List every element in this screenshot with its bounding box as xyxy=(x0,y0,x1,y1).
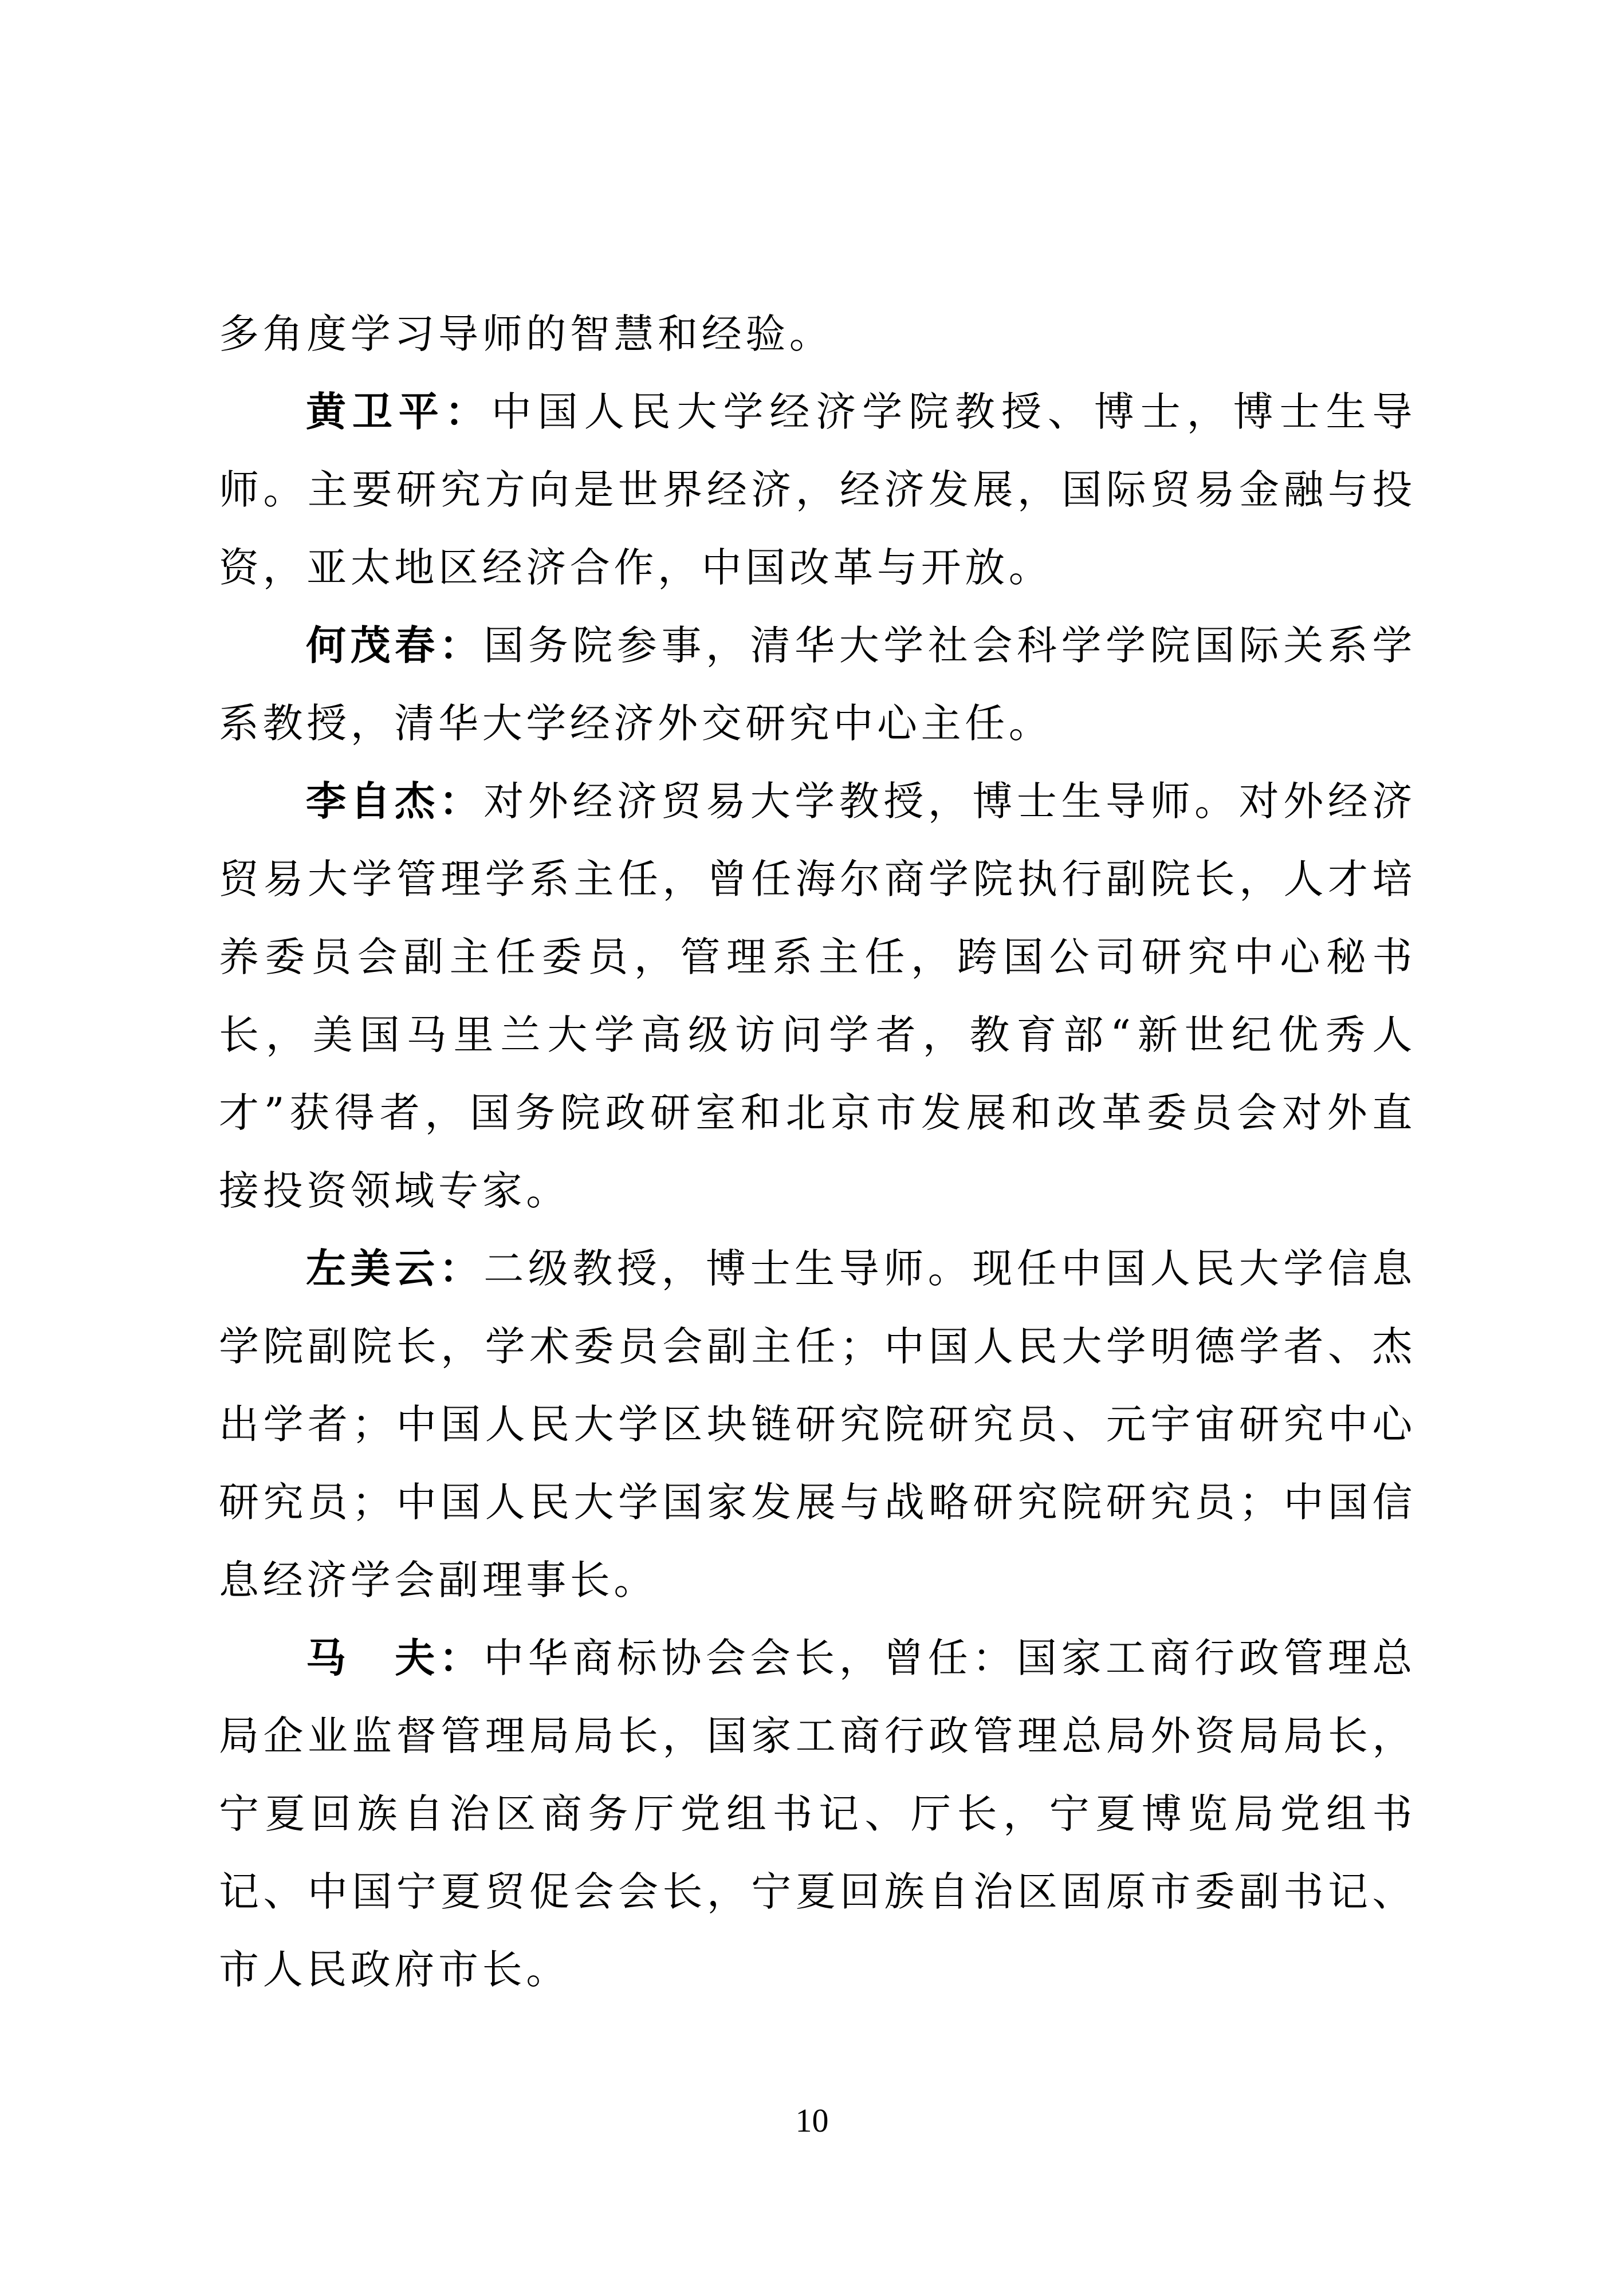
bio-text: 中华商标协会会长，曾任：国家工商行政管理总局企业监督管理局局长，国家工商行政管理总局外资局局长，宁夏回族自治区商务厅党组书记、厅长，宁夏博览局党组书记、中国宁夏贸促会会长，宁夏回族自治区固原市委副书记、市人民政府市长。 xyxy=(219,1635,1416,1993)
page-body xyxy=(219,295,1416,2008)
bio-name: 李自杰： xyxy=(306,778,484,825)
bio-text: 国务院参事，清华大学社会科学学院国际关系学系教授，清华大学经济外交研究中心主任。 xyxy=(219,622,1416,747)
bio-text: 中国人民大学经济学院教授、博士，博士生导师。主要研究方向是世界经济，经济发展，国际贸易金融与投资，亚太地区经济合作，中国改革与开放。 xyxy=(219,388,1417,591)
bio-name: 马 夫： xyxy=(306,1635,484,1681)
bio-name: 黄卫平： xyxy=(306,388,491,435)
opening-paragraph xyxy=(219,295,1416,373)
bio-entry-huang-weiping xyxy=(219,373,1416,607)
bio-text: 对外经济贸易大学教授，博士生导师。对外经济贸易大学管理学系主任，曾任海尔商学院执行副院长，人才培养委员会副主任委员，管理系主任，跨国公司研究中心秘书长，美国马里兰大学高级访问学者，教育部“新世纪优秀人才”获得者，国务院政研室和北京市发展和改革委员会对外直接投资领域专家。 xyxy=(219,778,1416,1214)
bio-entry-ma-fu xyxy=(219,1619,1416,2008)
page-number: 10 xyxy=(795,2102,829,2139)
bio-entry-li-zijie xyxy=(219,762,1416,1230)
bio-text: 二级教授，博士生导师。现任中国人民大学信息学院副院长，学术委员会副主任；中国人民大学明德学者、杰出学者；中国人民大学区块链研究院研究员、元宇宙研究中心研究员；中国人民大学国家发展与战略研究院研究员；中国信息经济学会副理事长。 xyxy=(219,1245,1416,1604)
bio-entry-zuo-meiyun xyxy=(219,1230,1416,1619)
bio-entry-he-maochun xyxy=(219,607,1416,762)
bio-name: 左美云： xyxy=(306,1245,484,1292)
opening-text: 多角度学习导师的智慧和经验。 xyxy=(219,310,833,357)
bio-name: 何茂春： xyxy=(306,622,484,669)
